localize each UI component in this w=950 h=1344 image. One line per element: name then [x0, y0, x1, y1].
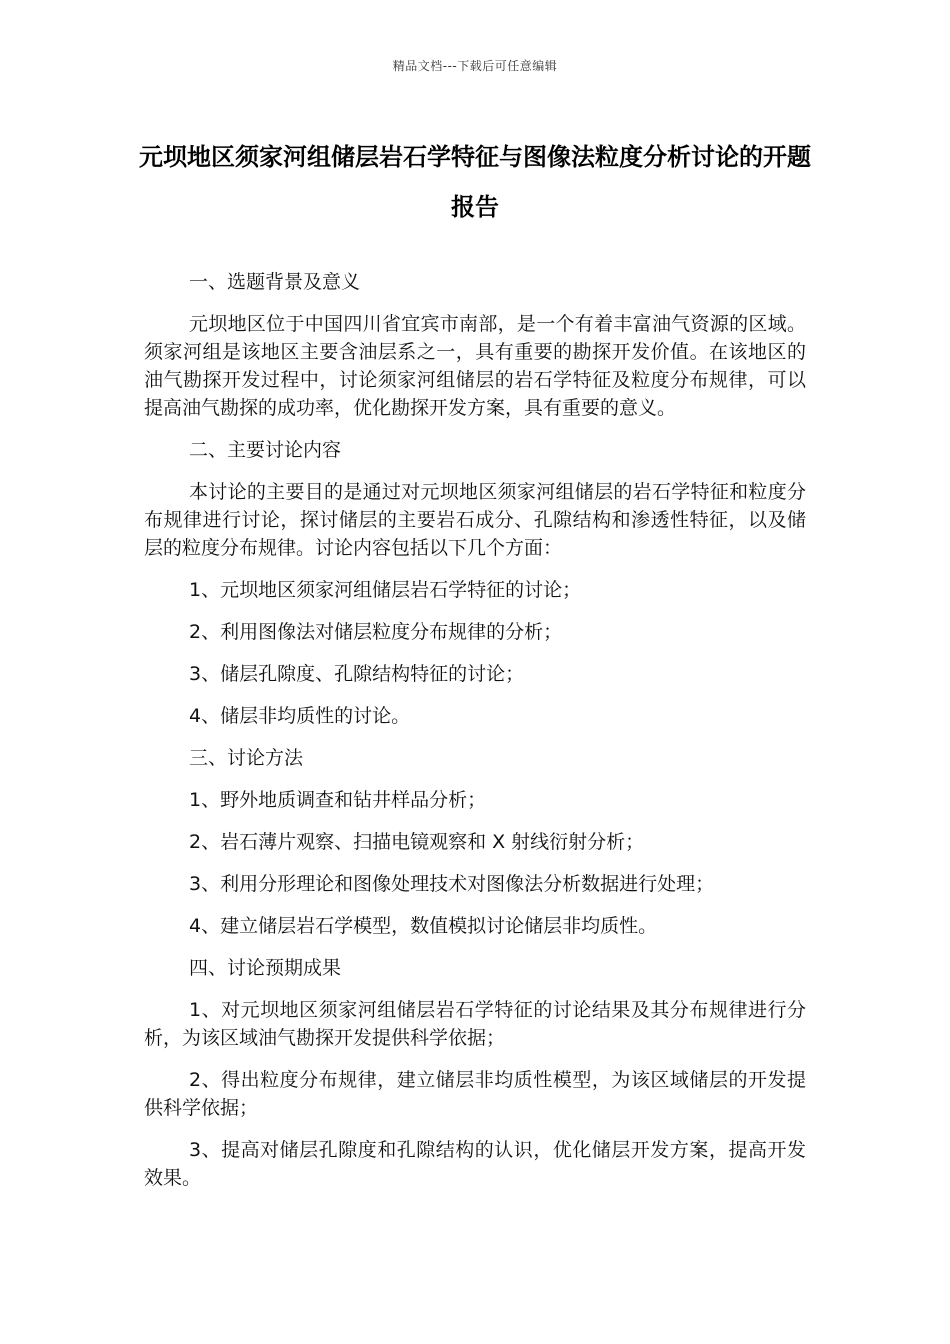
section-heading-background: 一、选题背景及意义 — [189, 271, 361, 293]
list-item: 3、提高对储层孔隙度和孔隙结构的认识，优化储层开发方案，提高开发效果。 — [144, 1139, 806, 1189]
paragraph-content: 本讨论的主要目的是通过对元坝地区须家河组储层的岩石学特征和粒度分布规律进行讨论，探讨储层的主要岩石成分、孔隙结构和渗透性特征，以及储层的粒度分布规律。讨论内容包括以下几个方面： — [144, 481, 806, 559]
section-heading-content: 二、主要讨论内容 — [189, 439, 342, 461]
document-body — [144, 268, 806, 1206]
list-item: 4、建立储层岩石学模型，数值模拟讨论储层非均质性。 — [189, 915, 658, 937]
list-item: 1、元坝地区须家河组储层岩石学特征的讨论； — [189, 579, 582, 601]
document-title: 元坝地区须家河组储层岩石学特征与图像法粒度分析讨论的开题报告 — [139, 143, 811, 221]
header-note: 精品文档---下载后可任意编辑 — [392, 59, 558, 73]
list-item: 2、岩石薄片观察、扫描电镜观察和 X 射线衍射分析； — [189, 831, 645, 853]
list-item: 4、储层非均质性的讨论。 — [189, 705, 411, 727]
list-item: 1、野外地质调查和钻井样品分析； — [189, 789, 487, 811]
section-heading-results: 四、讨论预期成果 — [189, 957, 342, 979]
section-heading-methods: 三、讨论方法 — [189, 747, 304, 769]
paragraph-background: 元坝地区位于中国四川省宜宾市南部，是一个有着丰富油气资源的区域。须家河组是该地区主要含油层系之一，具有重要的勘探开发价值。在该地区的油气勘探开发过程中，讨论须家河组储层的岩石学特征及粒度分布规律，可以提高油气勘探的成功率，优化勘探开发方案，具有重要的意义。 — [144, 313, 806, 419]
list-item: 3、利用分形理论和图像处理技术对图像法分析数据进行处理； — [189, 873, 715, 895]
list-item: 1、对元坝地区须家河组储层岩石学特征的讨论结果及其分布规律进行分析，为该区域油气勘探开发提供科学依据； — [144, 999, 806, 1049]
list-item: 3、储层孔隙度、孔隙结构特征的讨论； — [189, 663, 525, 685]
list-item: 2、利用图像法对储层粒度分布规律的分析； — [189, 621, 563, 643]
list-item: 2、得出粒度分布规律，建立储层非均质性模型，为该区域储层的开发提供科学依据； — [144, 1069, 806, 1119]
